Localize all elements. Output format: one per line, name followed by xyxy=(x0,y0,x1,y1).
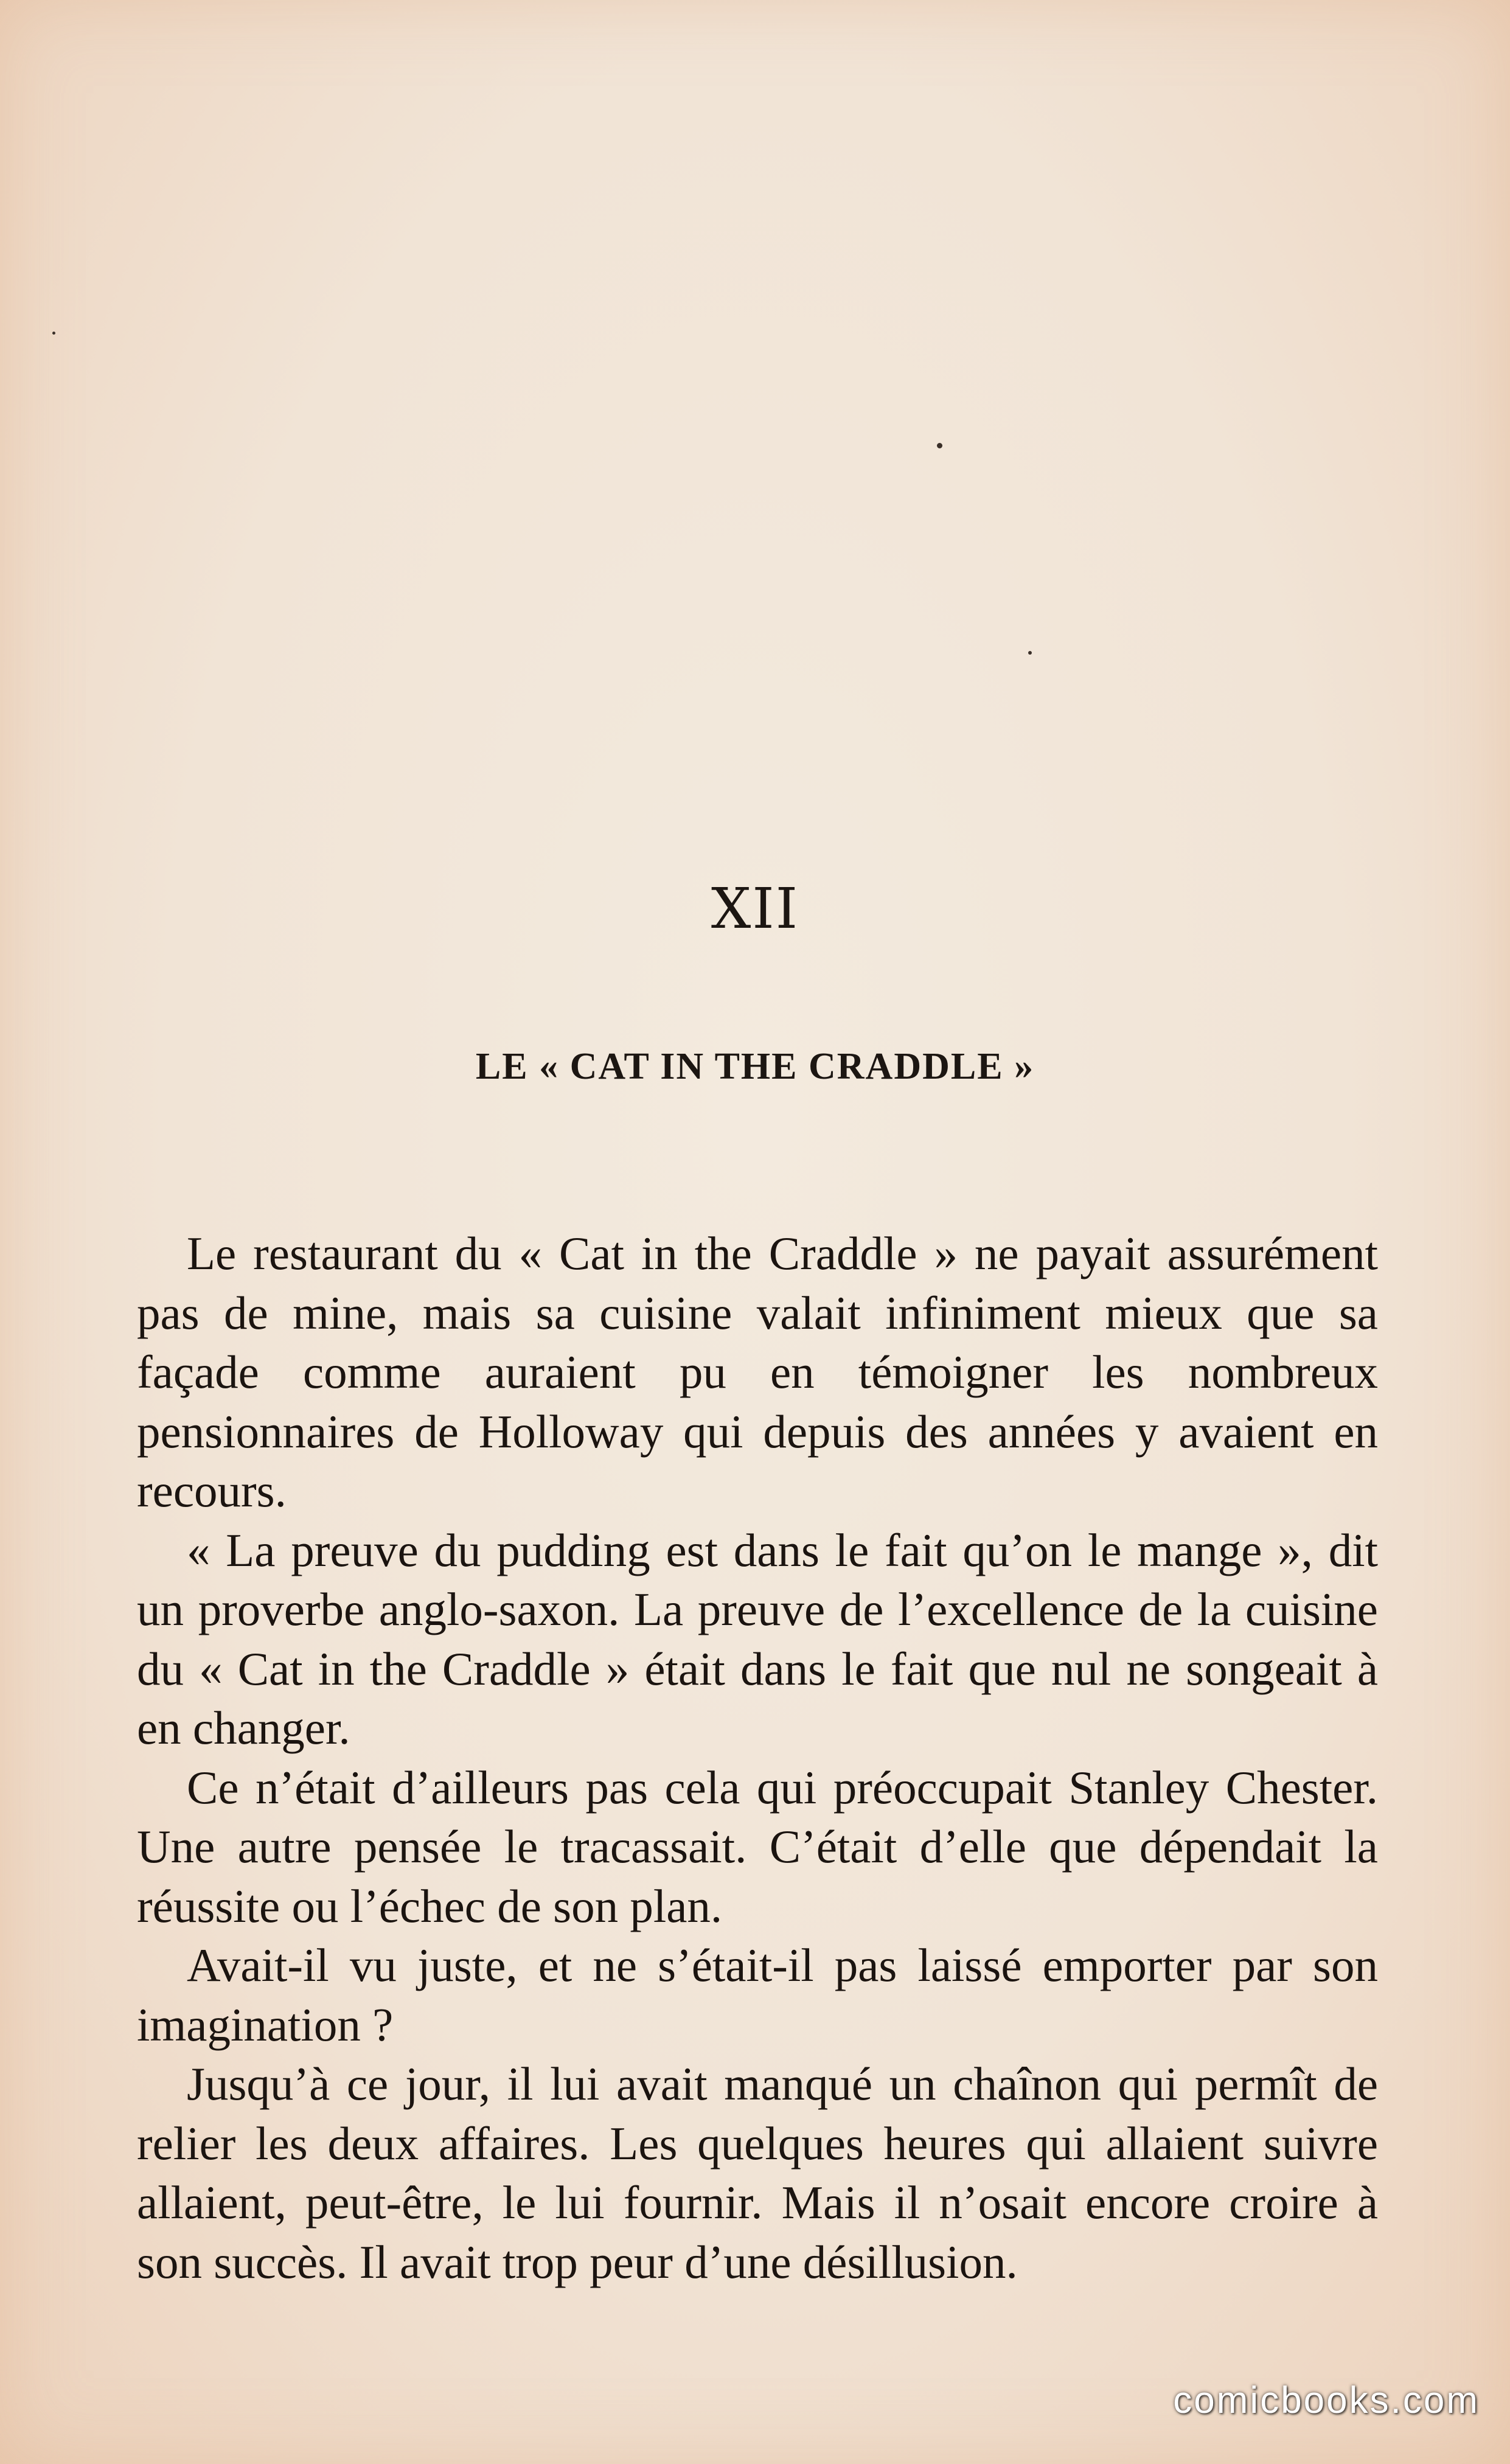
paragraph: Jusqu’à ce jour, il lui avait manqué un chaînon qui permît de relier les deux affaires. Les quelques heures qui allaient suivre allaient, peut-être, le lui fournir. Mais il n’osait encore croire à son succès. Il avait trop peur d’une désillusion. xyxy=(137,2058,1378,2288)
chapter-number: XII xyxy=(711,876,799,941)
paragraph: Avait-il vu juste, et ne s’était-il pas laissé emporter par son imagination ? xyxy=(137,1939,1378,2051)
source-watermark: comicbooks.com xyxy=(1173,2379,1480,2421)
ink-speck xyxy=(937,443,942,448)
paragraph: Le restaurant du « Cat in the Craddle » ne payait assurément pas de mine, mais sa cuisine valait infiniment mieux que sa façade comme auraient pu en témoigner les nombreux pensionnaires de Holloway qui depuis des années y avaient en recours. xyxy=(137,1227,1378,1517)
ink-speck xyxy=(52,332,55,335)
paragraph: « La preuve du pudding est dans le fait qu’on le mange », dit un proverbe anglo-saxon. La preuve de l’excellence de la cuisine du « Cat in the Craddle » était dans le fait que nul ne songeait à en changer. xyxy=(137,1523,1378,1754)
paragraph: Ce n’était d’ailleurs pas cela qui préoccupait Stanley Chester. Une autre pensée le tracassait. C’était d’elle que dépendait la réussite ou l’échec de son plan. xyxy=(137,1761,1378,1932)
ink-speck xyxy=(1028,651,1032,655)
chapter-body xyxy=(137,1224,1378,2292)
chapter-title: LE « CAT IN THE CRADDLE » xyxy=(475,1046,1035,1087)
